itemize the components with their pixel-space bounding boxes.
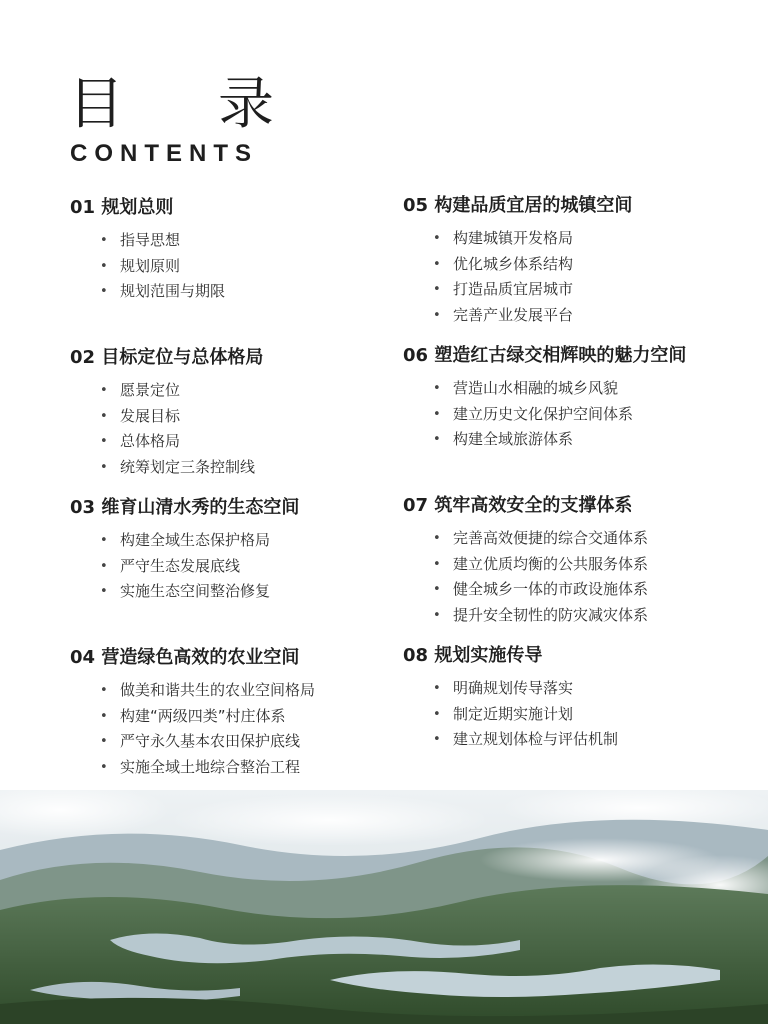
section-item-list [70, 378, 430, 480]
contents-subtitle: CONTENTS [70, 140, 258, 167]
section-item-list [70, 678, 430, 780]
bullet: • [100, 383, 108, 398]
bullet: • [100, 434, 108, 449]
section-heading: 01 规划总则 [70, 197, 174, 218]
list-item: • 构建全域旅游体系 [403, 427, 763, 453]
section-heading: 03 维育山清水秀的生态空间 [70, 497, 300, 518]
section-item-list [403, 676, 763, 753]
bullet: • [433, 231, 441, 246]
bullet: • [100, 683, 108, 698]
list-item: • 营造山水相融的城乡风貌 [403, 376, 763, 402]
list-item: • 完善高效便捷的综合交通体系 [403, 526, 763, 552]
bullet: • [100, 708, 108, 724]
bullet: • [100, 459, 108, 475]
bullet: • [433, 706, 441, 722]
bullet: • [100, 759, 108, 775]
bullet: • [433, 256, 441, 272]
list-item: • 打造品质宜居城市 [403, 277, 763, 303]
section-06 [403, 344, 763, 453]
bullet: • [433, 582, 441, 597]
bullet: • [433, 556, 441, 572]
list-item: • 规划范围与期限 [70, 279, 430, 305]
section-heading: 04 营造绿色高效的农业空间 [70, 647, 300, 668]
section-heading: 05 构建品质宜居的城镇空间 [403, 195, 633, 216]
section-heading: 02 目标定位与总体格局 [70, 347, 264, 368]
list-item: • 完善产业发展平台 [403, 303, 763, 329]
title-char-2: 录 [218, 72, 274, 137]
bullet: • [100, 233, 108, 248]
list-item: • 构建全域生态保护格局 [70, 528, 430, 554]
list-item: • 建立历史文化保护空间体系 [403, 402, 763, 428]
list-item: • 实施生态空间整治修复 [70, 579, 430, 605]
bullet: • [100, 558, 108, 574]
list-item: • 发展目标 [70, 404, 430, 430]
section-heading: 07 筑牢高效安全的支撑体系 [403, 495, 633, 516]
title-char-1: 目 [68, 72, 124, 137]
bullet: • [100, 584, 108, 599]
bullet: • [433, 732, 441, 747]
list-item: • 实施全域土地综合整治工程 [70, 755, 430, 781]
section-04 [70, 646, 430, 780]
section-item-list [70, 528, 430, 605]
bullet: • [433, 282, 441, 297]
list-item: • 规划原则 [70, 254, 430, 280]
list-item: • 构建“两级四类”村庄体系 [70, 704, 430, 730]
landscape-photo [0, 790, 768, 1024]
bullet: • [433, 307, 441, 323]
bullet: • [433, 607, 441, 623]
list-item: • 优化城乡体系结构 [403, 252, 763, 278]
bullet: • [433, 681, 441, 696]
section-05 [403, 194, 763, 328]
list-item: • 明确规划传导落实 [403, 676, 763, 702]
section-heading: 06 塑造红古绿交相辉映的魅力空间 [403, 345, 687, 366]
list-item: • 指导思想 [70, 228, 430, 254]
list-item: • 构建城镇开发格局 [403, 226, 763, 252]
section-item-list [403, 226, 763, 328]
bullet: • [100, 284, 108, 299]
list-item: • 严守生态发展底线 [70, 554, 430, 580]
list-item: • 健全城乡一体的市政设施体系 [403, 577, 763, 603]
section-item-list [70, 228, 430, 305]
list-item: • 做美和谐共生的农业空间格局 [70, 678, 430, 704]
section-07 [403, 494, 763, 628]
bullet: • [100, 408, 108, 424]
page-title [68, 72, 274, 138]
bullet: • [433, 381, 441, 396]
bullet: • [100, 533, 108, 548]
list-item: • 总体格局 [70, 429, 430, 455]
section-heading: 08 规划实施传导 [403, 645, 543, 666]
cloud [170, 794, 490, 846]
section-item-list [403, 376, 763, 453]
section-03 [70, 496, 430, 605]
list-item: • 严守永久基本农田保护底线 [70, 729, 430, 755]
list-item: • 制定近期实施计划 [403, 702, 763, 728]
bullet: • [433, 432, 441, 447]
list-item: • 统筹划定三条控制线 [70, 455, 430, 481]
bullet: • [433, 406, 441, 422]
bullet: • [433, 531, 441, 546]
landscape-illustration [0, 790, 768, 1024]
list-item: • 提升安全韧性的防灾减灾体系 [403, 603, 763, 629]
bullet: • [100, 734, 108, 749]
list-item: • 建立优质均衡的公共服务体系 [403, 552, 763, 578]
section-08 [403, 644, 763, 753]
section-02 [70, 346, 430, 480]
list-item: • 建立规划体检与评估机制 [403, 727, 763, 753]
section-item-list [403, 526, 763, 628]
bullet: • [100, 258, 108, 274]
list-item: • 愿景定位 [70, 378, 430, 404]
section-01 [70, 196, 430, 305]
